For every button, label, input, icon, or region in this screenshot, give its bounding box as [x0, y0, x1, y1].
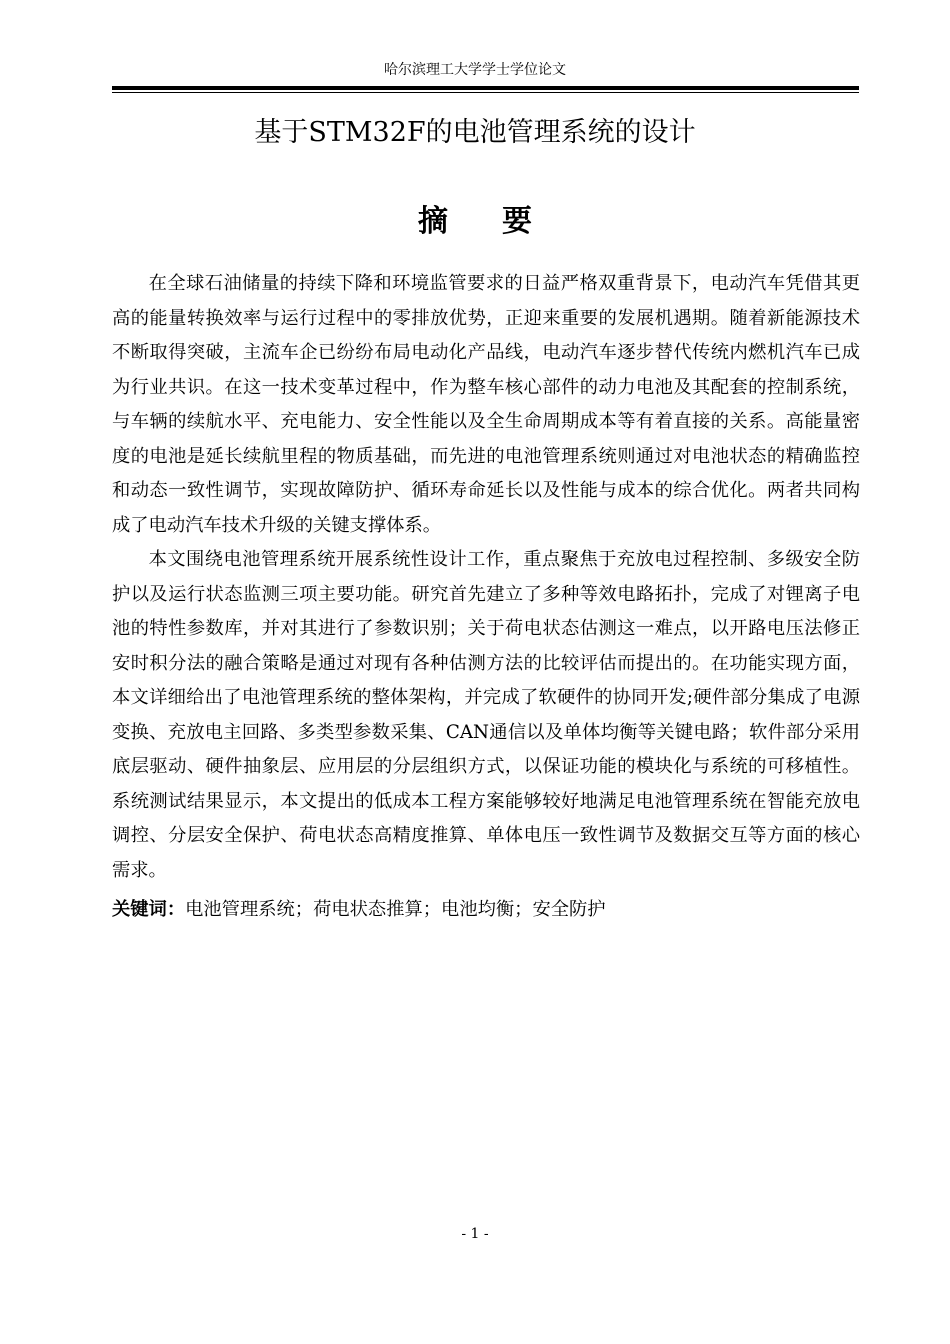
- abstract-body: [112, 267, 860, 888]
- keywords-line: [112, 893, 860, 927]
- running-header: 哈尔滨理工大学学士学位论文: [384, 62, 566, 78]
- thesis-title: 基于STM32F的电池管理系统的设计: [254, 117, 696, 148]
- header-rule-thin: [112, 92, 859, 93]
- abstract-paragraph-2: 本文围绕电池管理系统开展系统性设计工作，重点聚焦于充放电过程控制、多级安全防护以及运行状态监测三项主要功能。研究首先建立了多种等效电路拓扑，完成了对锂离子电池的特性参数库，并对其进行了参数识别；关于荷电状态估测这一难点，以开路电压法修正安时积分法的融合策略是通过对现有各种估测方法的比较评估而提出的。在功能实现方面，本文详细给出了电池管理系统的整体架构，并完成了软硬件的协同开发;硬件部分集成了电源变换、充放电主回路、多类型参数采集、CAN通信以及单体均衡等关键电路；软件部分采用底层驱动、硬件抽象层、应用层的分层组织方式，以保证功能的模块化与系统的可移植性。系统测试结果显示，本文提出的低成本工程方案能够较好地满足电池管理系统在智能充放电调控、分层安全保护、荷电状态高精度推算、单体电压一致性调节及数据交互等方面的核心需求。: [112, 549, 860, 881]
- abstract-heading: 摘要: [418, 204, 586, 239]
- page-number: - 1 -: [461, 1226, 489, 1242]
- keywords-text: 电池管理系统；荷电状态推算；电池均衡；安全防护: [185, 899, 606, 920]
- abstract-paragraph-1: 在全球石油储量的持续下降和环境监管要求的日益严格双重背景下，电动汽车凭借其更高的能量转换效率与运行过程中的零排放优势，正迎来重要的发展机遇期。随着新能源技术不断取得突破，主流车企已纷纷布局电动化产品线，电动汽车逐步替代传统内燃机汽车已成为行业共识。在这一技术变革过程中，作为整车核心部件的动力电池及其配套的控制系统，与车辆的续航水平、充电能力、安全性能以及全生命周期成本等有着直接的关系。高能量密度的电池是延长续航里程的物质基础，而先进的电池管理系统则通过对电池状态的精确监控和动态一致性调节，实现故障防护、循环寿命延长以及性能与成本的综合优化。两者共同构成了电动汽车技术升级的关键支撑体系。: [112, 273, 860, 536]
- keywords-label: 关键词：: [112, 899, 186, 920]
- header-rule-thick: [112, 86, 859, 90]
